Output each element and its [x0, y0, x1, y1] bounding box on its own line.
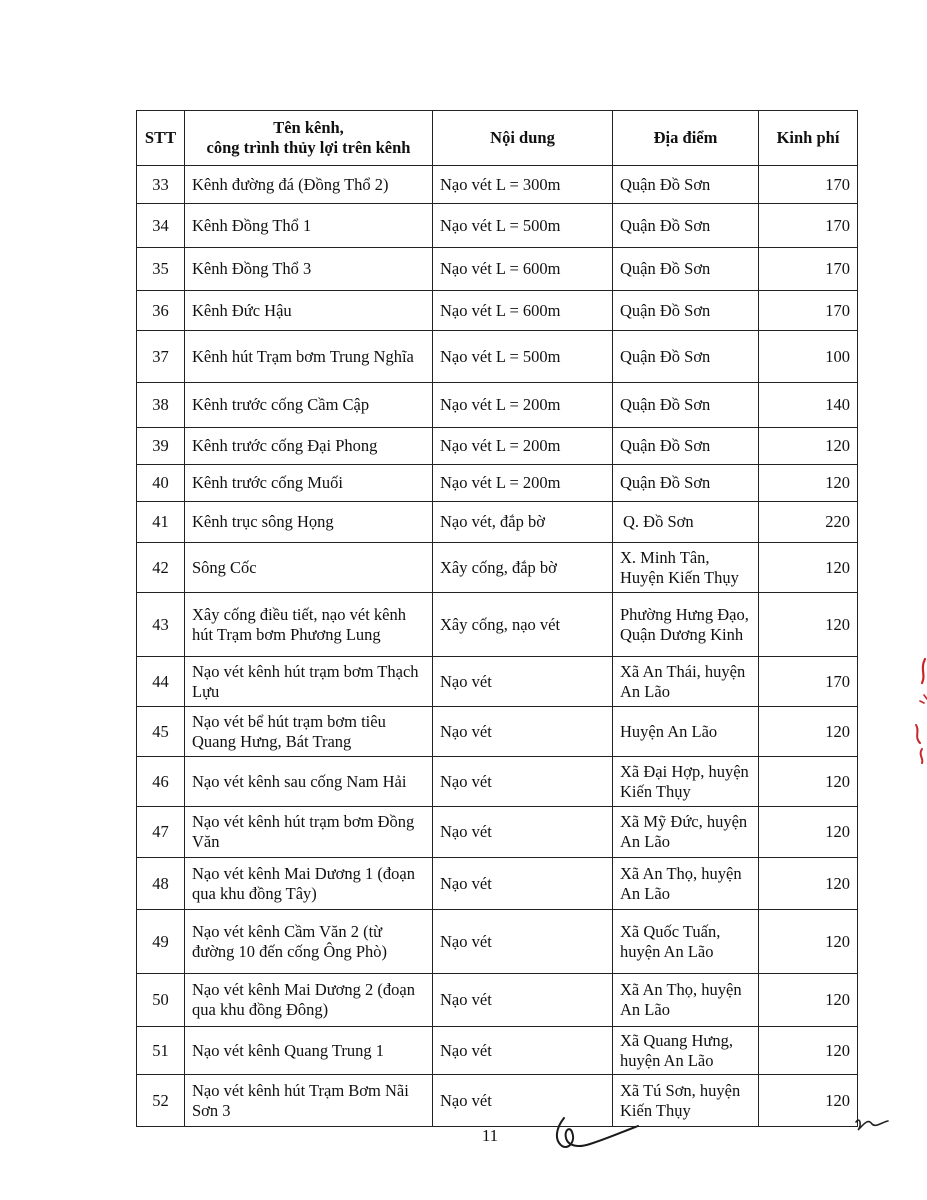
cell-noi-dung: Nạo vét L = 600m: [433, 248, 613, 291]
table-row: [137, 543, 858, 593]
table-row: [137, 707, 858, 757]
cell-dia-diem: Phường Hưng Đạo, Quận Dương Kinh: [613, 593, 759, 657]
cell-dia-diem: Q. Đồ Sơn: [613, 502, 759, 543]
cell-dia-diem: Xã An Thái, huyện An Lão: [613, 657, 759, 707]
table-row: [137, 807, 858, 858]
cell-dia-diem: Quận Đồ Sơn: [613, 166, 759, 204]
cell-ten: Kênh đường đá (Đồng Thổ 2): [185, 166, 433, 204]
table-row: [137, 1027, 858, 1075]
cell-kinh-phi: 100: [759, 331, 858, 383]
table-row: [137, 331, 858, 383]
table-row: [137, 248, 858, 291]
cell-stt: 35: [137, 248, 185, 291]
cell-dia-diem: Quận Đồ Sơn: [613, 383, 759, 428]
table-row: [137, 593, 858, 657]
cell-stt: 38: [137, 383, 185, 428]
cell-ten: Nạo vét bể hút trạm bơm tiêu Quang Hưng, Bát Trang: [185, 707, 433, 757]
cell-ten: Nạo vét kênh hút trạm bơm Đồng Văn: [185, 807, 433, 858]
cell-kinh-phi: 120: [759, 428, 858, 465]
cell-ten: Nạo vét kênh Quang Trung 1: [185, 1027, 433, 1075]
cell-stt: 37: [137, 331, 185, 383]
cell-ten: Kênh trục sông Họng: [185, 502, 433, 543]
cell-dia-diem: Quận Đồ Sơn: [613, 291, 759, 331]
cell-ten: Nạo vét kênh hút trạm bơm Thạch Lựu: [185, 657, 433, 707]
cell-kinh-phi: 170: [759, 204, 858, 248]
cell-noi-dung: Nạo vét L = 600m: [433, 291, 613, 331]
cell-noi-dung: Nạo vét: [433, 1075, 613, 1127]
cell-kinh-phi: 170: [759, 657, 858, 707]
cell-noi-dung: Nạo vét: [433, 657, 613, 707]
cell-dia-diem: Xã Tú Sơn, huyện Kiến Thụy: [613, 1075, 759, 1127]
cell-kinh-phi: 120: [759, 910, 858, 974]
cell-ten: Kênh Đồng Thổ 3: [185, 248, 433, 291]
table-row: [137, 166, 858, 204]
cell-dia-diem: X. Minh Tân, Huyện Kiến Thụy: [613, 543, 759, 593]
cell-kinh-phi: 120: [759, 858, 858, 910]
table-row: [137, 383, 858, 428]
cell-kinh-phi: 170: [759, 248, 858, 291]
cell-kinh-phi: 220: [759, 502, 858, 543]
cell-noi-dung: Nạo vét: [433, 858, 613, 910]
table-row: [137, 502, 858, 543]
cell-ten: Xây cống điều tiết, nạo vét kênh hút Trạm bơm Phương Lung: [185, 593, 433, 657]
cell-ten: Nạo vét kênh Mai Dương 1 (đoạn qua khu đồng Tây): [185, 858, 433, 910]
table-row: [137, 657, 858, 707]
cell-kinh-phi: 120: [759, 1027, 858, 1075]
cell-noi-dung: Nạo vét: [433, 707, 613, 757]
cell-kinh-phi: 170: [759, 291, 858, 331]
cell-kinh-phi: 120: [759, 465, 858, 502]
canal-works-table: [136, 110, 858, 1127]
table-row: [137, 1075, 858, 1127]
cell-noi-dung: Nạo vét L = 200m: [433, 428, 613, 465]
cell-noi-dung: Nạo vét L = 200m: [433, 383, 613, 428]
margin-initial-icon: [852, 1112, 892, 1136]
cell-stt: 44: [137, 657, 185, 707]
cell-stt: 41: [137, 502, 185, 543]
cell-noi-dung: Nạo vét: [433, 974, 613, 1027]
table-row: [137, 204, 858, 248]
cell-dia-diem: Quận Đồ Sơn: [613, 465, 759, 502]
cell-noi-dung: Nạo vét: [433, 757, 613, 807]
cell-kinh-phi: 140: [759, 383, 858, 428]
cell-stt: 40: [137, 465, 185, 502]
cell-stt: 49: [137, 910, 185, 974]
cell-noi-dung: Nạo vét L = 200m: [433, 465, 613, 502]
cell-stt: 34: [137, 204, 185, 248]
cell-ten: Kênh hút Trạm bơm Trung Nghĩa: [185, 331, 433, 383]
table-row: [137, 858, 858, 910]
cell-stt: 47: [137, 807, 185, 858]
cell-stt: 36: [137, 291, 185, 331]
cell-dia-diem: Quận Đồ Sơn: [613, 331, 759, 383]
cell-noi-dung: Xây cống, nạo vét: [433, 593, 613, 657]
initial-signature-icon: [550, 1112, 645, 1156]
cell-ten: Nạo vét kênh sau cống Nam Hải: [185, 757, 433, 807]
cell-ten: Nạo vét kênh hút Trạm Bơm Nãi Sơn 3: [185, 1075, 433, 1127]
cell-stt: 50: [137, 974, 185, 1027]
cell-dia-diem: Xã Đại Hợp, huyện Kiến Thụy: [613, 757, 759, 807]
cell-dia-diem: Xã Mỹ Đức, huyện An Lão: [613, 807, 759, 858]
cell-stt: 43: [137, 593, 185, 657]
cell-ten: Nạo vét kênh Mai Dương 2 (đoạn qua khu đồng Đông): [185, 974, 433, 1027]
header-noi-dung: Nội dung: [433, 111, 613, 166]
header-ten-kenh: [185, 111, 433, 166]
cell-ten: Kênh Đức Hậu: [185, 291, 433, 331]
cell-noi-dung: Xây cống, đắp bờ: [433, 543, 613, 593]
cell-dia-diem: Xã Quốc Tuấn, huyện An Lão: [613, 910, 759, 974]
cell-kinh-phi: 120: [759, 707, 858, 757]
cell-ten: Sông Cốc: [185, 543, 433, 593]
cell-dia-diem: Xã Quang Hưng, huyện An Lão: [613, 1027, 759, 1075]
cell-kinh-phi: 120: [759, 1075, 858, 1127]
cell-kinh-phi: 120: [759, 757, 858, 807]
cell-noi-dung: Nạo vét L = 500m: [433, 331, 613, 383]
cell-kinh-phi: 120: [759, 543, 858, 593]
cell-dia-diem: Quận Đồ Sơn: [613, 204, 759, 248]
cell-noi-dung: Nạo vét: [433, 910, 613, 974]
header-ten-line-2: công trình thủy lợi trên kênh: [206, 138, 411, 157]
cell-dia-diem: Xã An Thọ, huyện An Lão: [613, 974, 759, 1027]
table-row: [137, 757, 858, 807]
cell-noi-dung: Nạo vét: [433, 1027, 613, 1075]
cell-ten: Kênh Đồng Thổ 1: [185, 204, 433, 248]
cell-ten: Kênh trước cống Đại Phong: [185, 428, 433, 465]
cell-stt: 52: [137, 1075, 185, 1127]
table-row: [137, 428, 858, 465]
cell-noi-dung: Nạo vét: [433, 807, 613, 858]
cell-dia-diem: Quận Đồ Sơn: [613, 248, 759, 291]
cell-ten: Nạo vét kênh Cầm Văn 2 (từ đường 10 đến cống Ông Phò): [185, 910, 433, 974]
cell-stt: 33: [137, 166, 185, 204]
red-stamp-edge-icon: [910, 655, 927, 765]
table-row: [137, 910, 858, 974]
cell-ten: Kênh trước cống Cầm Cập: [185, 383, 433, 428]
cell-dia-diem: Huyện An Lão: [613, 707, 759, 757]
header-ten-line-1: Tên kênh,: [273, 118, 344, 137]
cell-stt: 39: [137, 428, 185, 465]
cell-stt: 51: [137, 1027, 185, 1075]
cell-kinh-phi: 170: [759, 166, 858, 204]
cell-stt: 46: [137, 757, 185, 807]
cell-noi-dung: Nạo vét, đắp bờ: [433, 502, 613, 543]
header-dia-diem: Địa điểm: [613, 111, 759, 166]
cell-kinh-phi: 120: [759, 807, 858, 858]
header-stt: STT: [137, 111, 185, 166]
header-kinh-phi: Kinh phí: [759, 111, 858, 166]
cell-stt: 45: [137, 707, 185, 757]
cell-kinh-phi: 120: [759, 593, 858, 657]
cell-stt: 42: [137, 543, 185, 593]
cell-kinh-phi: 120: [759, 974, 858, 1027]
cell-stt: 48: [137, 858, 185, 910]
cell-ten: Kênh trước cống Muối: [185, 465, 433, 502]
table-header-row: [137, 111, 858, 166]
cell-noi-dung: Nạo vét L = 300m: [433, 166, 613, 204]
cell-dia-diem: Quận Đồ Sơn: [613, 428, 759, 465]
cell-noi-dung: Nạo vét L = 500m: [433, 204, 613, 248]
table-row: [137, 291, 858, 331]
table-row: [137, 974, 858, 1027]
cell-dia-diem: Xã An Thọ, huyện An Lão: [613, 858, 759, 910]
page-number: 11: [481, 1126, 499, 1145]
table-row: [137, 465, 858, 502]
